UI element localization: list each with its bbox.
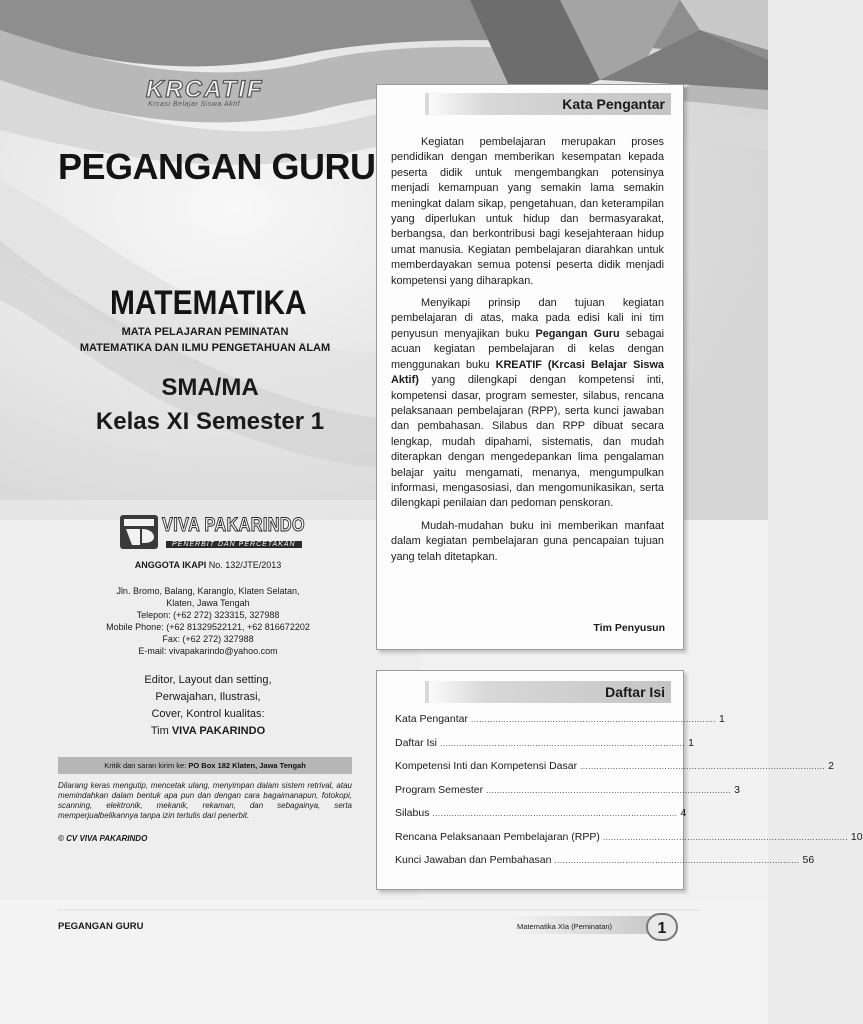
address-phone: Telepon: (+62 272) 323315, 327988: [136, 610, 280, 620]
toc-entry[interactable]: [395, 736, 694, 761]
toc-entry-label: Kunci Jawaban dan Pembahasan: [395, 854, 552, 866]
credits-team-prefix: Tim: [150, 725, 169, 737]
preface-text: Menyikapi prinsip dan tujuan kegiatan pembelajaran di atas, maka pada edisi kali ini tim penyusun menyajikan buku: [391, 297, 664, 340]
subject-line-2: MATEMATIKA DAN ILMU PENGETAHUAN ALAM: [79, 342, 331, 354]
credits-line: Perwajahan, Ilustrasi,: [155, 691, 261, 703]
subject-line-1: MATA PELAJARAN PEMINATAN: [121, 326, 289, 338]
feedback-address-bar: [58, 757, 352, 774]
series-logo-name: KRCATIF: [146, 76, 264, 103]
credits-line: Editor, Layout dan setting,: [144, 674, 272, 686]
toc-entry-label: Silabus: [395, 807, 430, 819]
address-line: Klaten, Jawa Tengah: [166, 598, 250, 608]
address-mobile: Mobile Phone: (+62 81329522121, +62 816672202: [106, 622, 310, 632]
toc-entry-label: Rencana Pelaksanaan Pembelajaran (RPP): [395, 830, 600, 843]
class-semester: Kelas XI Semester 1: [95, 408, 325, 435]
toc-heading: Daftar Isi: [425, 681, 671, 703]
toc-entry-label: Program Semester: [395, 783, 484, 796]
credits-line: Cover, Kontrol kualitas:: [151, 708, 265, 720]
toc-entry-label: Kata Pengantar: [395, 713, 468, 725]
toc-leader-dots: ..........................................................................................: [470, 715, 717, 724]
ikapi-membership: [0, 560, 416, 570]
publisher-address: [0, 585, 416, 657]
copyright-notice: © CV VIVA PAKARINDO: [58, 834, 148, 843]
subject-title: MATEMATIKA: [110, 284, 307, 322]
address-fax: Fax: (+62 272) 327988: [162, 634, 254, 644]
preface-paragraph: Mudah-mudahan buku ini memberikan manfaat dalam kegiatan pembelajaran guna pencapaian tujuan yang telah ditetapkan.: [391, 519, 664, 563]
school-level: SMA/MA: [161, 374, 259, 401]
preface-text: yang dilengkapi dengan kompetensi inti, kompetensi dasar, program semester, silabus, rencana pelaksanaan pembelajaran (RPP), serta kunci jawaban dan pembahasan. Silabus dan RPP dibuat secara lengkap, mudah dipahami, sistematis, dan mudah diterapkan dengan mengedepankan lima pengalaman belajar yaitu mengamati, menanya, mengumpulkan informasi, mengasosiasi, dan mengomunikasikan, serta dilengkapi penilaian dan pedoman penskoran.: [391, 374, 664, 510]
toc-entry[interactable]: [395, 760, 834, 784]
ikapi-number: No. 132/JTE/2013: [208, 560, 282, 570]
toc-entry[interactable]: [395, 783, 741, 808]
publisher-name: VIVA PAKARINDO: [162, 515, 305, 536]
toc-leader-dots: ..........................................................................................: [580, 762, 826, 771]
page-number: 1: [646, 913, 678, 941]
preface-heading: Kata Pengantar: [425, 93, 671, 115]
credits-team: [0, 723, 416, 740]
toc-entry-page: 3: [734, 783, 741, 796]
ikapi-label: ANGGOTA IKAPI: [134, 560, 207, 570]
table-of-contents-box: [376, 670, 863, 890]
preface-bold-text: KREATIF (Krcasi Belajar Siswa Aktif): [391, 358, 664, 387]
publisher-tagline: PENERBIT DAN PERCETAKAN: [166, 541, 302, 548]
toc-entry-page: 4: [680, 807, 687, 819]
toc-entry[interactable]: [395, 807, 687, 831]
toc-entry-page: 56: [802, 854, 815, 866]
toc-entry-page: 10: [850, 830, 863, 843]
toc-entry[interactable]: [395, 713, 725, 737]
preface-body: [391, 135, 664, 572]
toc-entry[interactable]: [395, 830, 863, 855]
publisher-logo-icon: [120, 515, 158, 549]
toc-leader-dots: ..........................................................................................: [440, 738, 686, 748]
toc-list: [395, 713, 863, 878]
toc-leader-dots: ..........................................................................................: [432, 809, 678, 818]
book-title: PEGANGAN GURU: [58, 146, 376, 187]
preface-bold-text: Pegangan Guru: [535, 327, 620, 340]
toc-entry-page: 1: [688, 736, 694, 749]
preface-signature: Tim Penyusun: [593, 622, 665, 634]
credits-team-name: VIVA PAKARINDO: [171, 725, 266, 737]
toc-entry-label: Daftar Isi: [395, 736, 438, 749]
toc-entry-page: 2: [828, 760, 834, 772]
toc-entry-page: 1: [719, 713, 725, 725]
copyright-disclaimer: Dilarang keras mengutip, mencetak ulang, menyimpan dalam sistem retrival, atau memindahkan dalam bentuk apa pun dan dengan cara bagaimanapun, fotokopi, scanning, elektronik, mekanik, rekaman, dan sebagainya, serta memperjualbelikannya tanpa izin tertulis dari penerbit.: [58, 781, 352, 820]
feedback-prefix: Kritik dan saran kirim ke:: [104, 761, 187, 770]
credits: [0, 672, 416, 740]
preface-paragraph: [391, 296, 664, 512]
toc-entry-label: Kompetensi Inti dan Kompetensi Dasar: [395, 760, 578, 772]
series-logo: [146, 76, 264, 112]
feedback-address: PO Box 182 Klaten, Jawa Tengah: [188, 761, 306, 770]
toc-leader-dots: ..........................................................................................: [554, 856, 800, 865]
preface-box: [376, 84, 684, 650]
footer-subject: Matematika XIa (Peminatan): [517, 922, 613, 931]
toc-leader-dots: ..........................................................................................: [602, 832, 848, 842]
footer-book-title: PEGANGAN GURU: [58, 921, 144, 932]
address-email: E-mail: vivapakarindo@yahoo.com: [138, 646, 278, 656]
preface-paragraph: Kegiatan pembelajaran merupakan proses pendidikan dengan memberikan kesempatan kepada peserta didik untuk mengembangkan potensinya menjadi kemampuan yang semakin lama semakin meningkat dalam sikap, pengetahuan, dan keterampilan yang diperlukan untuk hidup dan bermasyarakat, berbangsa, dan berkontribusi bagi kesejahteraan hidup umat manusia. Kegiatan pembelajaran diarahkan untuk memberdayakan semua potensi peserta didik menjadi kompetensi yang diharapkan.: [391, 136, 664, 287]
series-logo-tagline: Krcasi Belajar Siswa Aktif: [148, 101, 241, 108]
toc-leader-dots: ..........................................................................................: [486, 785, 732, 795]
preface-text: sebagai acuan kegiatan pembelajaran di kelas dengan menggunakan buku: [391, 327, 664, 371]
publisher-logo: [120, 515, 305, 551]
toc-entry[interactable]: [395, 854, 815, 878]
address-line: Jln. Bromo, Balang, Karanglo, Klaten Selatan,: [116, 586, 300, 596]
